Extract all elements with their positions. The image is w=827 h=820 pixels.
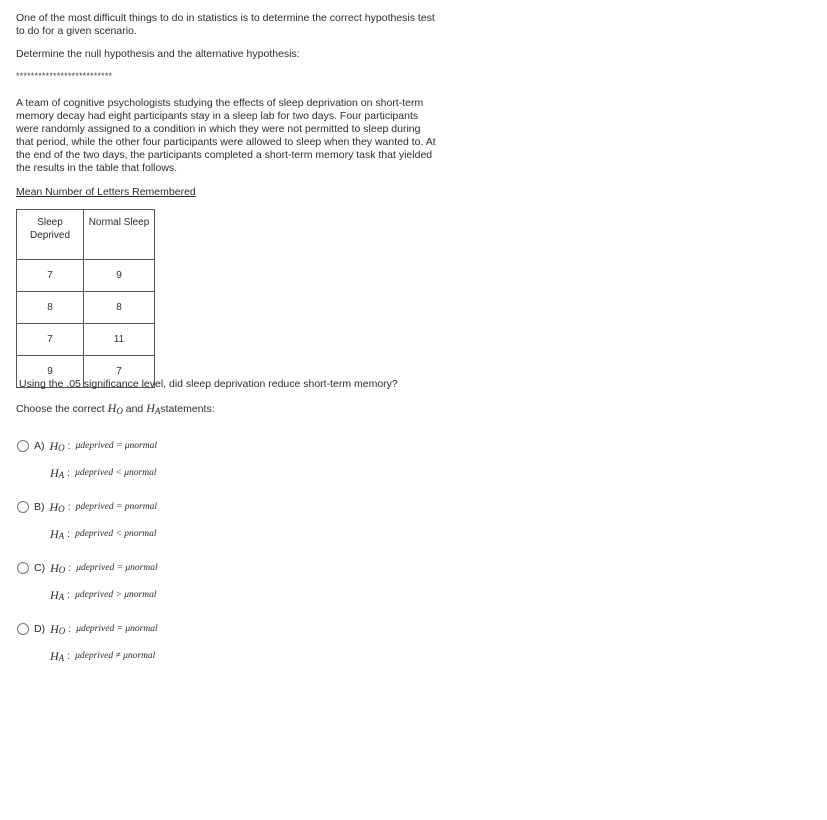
scenario-text: A team of cognitive psychologists studying the effects of sleep deprivation on short-term memory decay had eight participants stay in a sleep lab for two days. Four participants were randomly assigned to a condition in which they were not permitted to sleep during that period, while the other four participants were allowed to sleep when they wanted to. At the end of the two days, the participants completed a short-term memory task that yielded the results in the table that follows. xyxy=(16,97,436,174)
h0-expression: pdeprived = pnormal xyxy=(75,502,157,512)
h0-expression: μdeprived = μnormal xyxy=(76,624,158,634)
question-text: Using the .05 significance level, did sleep deprivation reduce short-term memory? xyxy=(19,378,398,390)
option-a-ha: H A : μdeprived < μnormal xyxy=(50,465,157,480)
choose-instruction: Choose the correct HO and HAstatements: xyxy=(16,401,215,416)
table-cell: 8 xyxy=(84,292,155,324)
table-cell: 7 xyxy=(84,356,155,388)
option-label: D) xyxy=(34,623,46,635)
table-cell: 7 xyxy=(17,260,84,292)
option-c-radio[interactable] xyxy=(17,562,29,574)
table-caption: Mean Number of Letters Remembered xyxy=(16,186,196,198)
option-c[interactable]: C) H O : μdeprived = μnormal xyxy=(17,560,158,576)
table-cell: 9 xyxy=(84,260,155,292)
option-d[interactable]: D) H O : μdeprived = μnormal xyxy=(17,621,158,637)
table-row xyxy=(17,260,155,292)
h0-expression: μdeprived = μnormal xyxy=(75,441,157,451)
h0-expression: μdeprived = μnormal xyxy=(76,563,158,573)
option-label: A) xyxy=(34,440,45,452)
table-row xyxy=(17,292,155,324)
option-label: B) xyxy=(34,501,45,513)
option-b[interactable]: B) H O : pdeprived = pnormal xyxy=(17,499,157,515)
option-d-ha: H A : μdeprived ≠ μnormal xyxy=(50,648,156,663)
option-c-ha: H A : μdeprived > μnormal xyxy=(50,587,157,602)
option-label: C) xyxy=(34,562,46,574)
option-b-radio[interactable] xyxy=(17,501,29,513)
option-b-ha: H A : pdeprived < pnormal xyxy=(50,526,157,541)
data-table xyxy=(16,209,155,388)
task-text: Determine the null hypothesis and the alternative hypothesis: xyxy=(16,48,300,60)
table-cell: 8 xyxy=(17,292,84,324)
ha-expression: μdeprived > μnormal xyxy=(75,590,157,600)
ha-expression: μdeprived ≠ μnormal xyxy=(75,651,156,661)
option-a-radio[interactable] xyxy=(17,440,29,452)
header-normal-sleep: Normal Sleep xyxy=(84,210,155,260)
table-cell: 9 xyxy=(17,356,84,388)
option-a[interactable]: A) H O : μdeprived = μnormal xyxy=(17,438,157,454)
table-row xyxy=(17,324,155,356)
ha-expression: μdeprived < μnormal xyxy=(75,468,157,478)
separator: ************************** xyxy=(16,71,113,81)
option-d-radio[interactable] xyxy=(17,623,29,635)
intro-text: One of the most difficult things to do in statistics is to determine the correct hypothesis test to do for a given scenario. xyxy=(16,12,435,37)
ha-expression: pdeprived < pnormal xyxy=(75,529,157,539)
header-sleep-deprived: Sleep Deprived xyxy=(17,210,84,260)
table-cell: 11 xyxy=(84,324,155,356)
table-cell: 7 xyxy=(17,324,84,356)
